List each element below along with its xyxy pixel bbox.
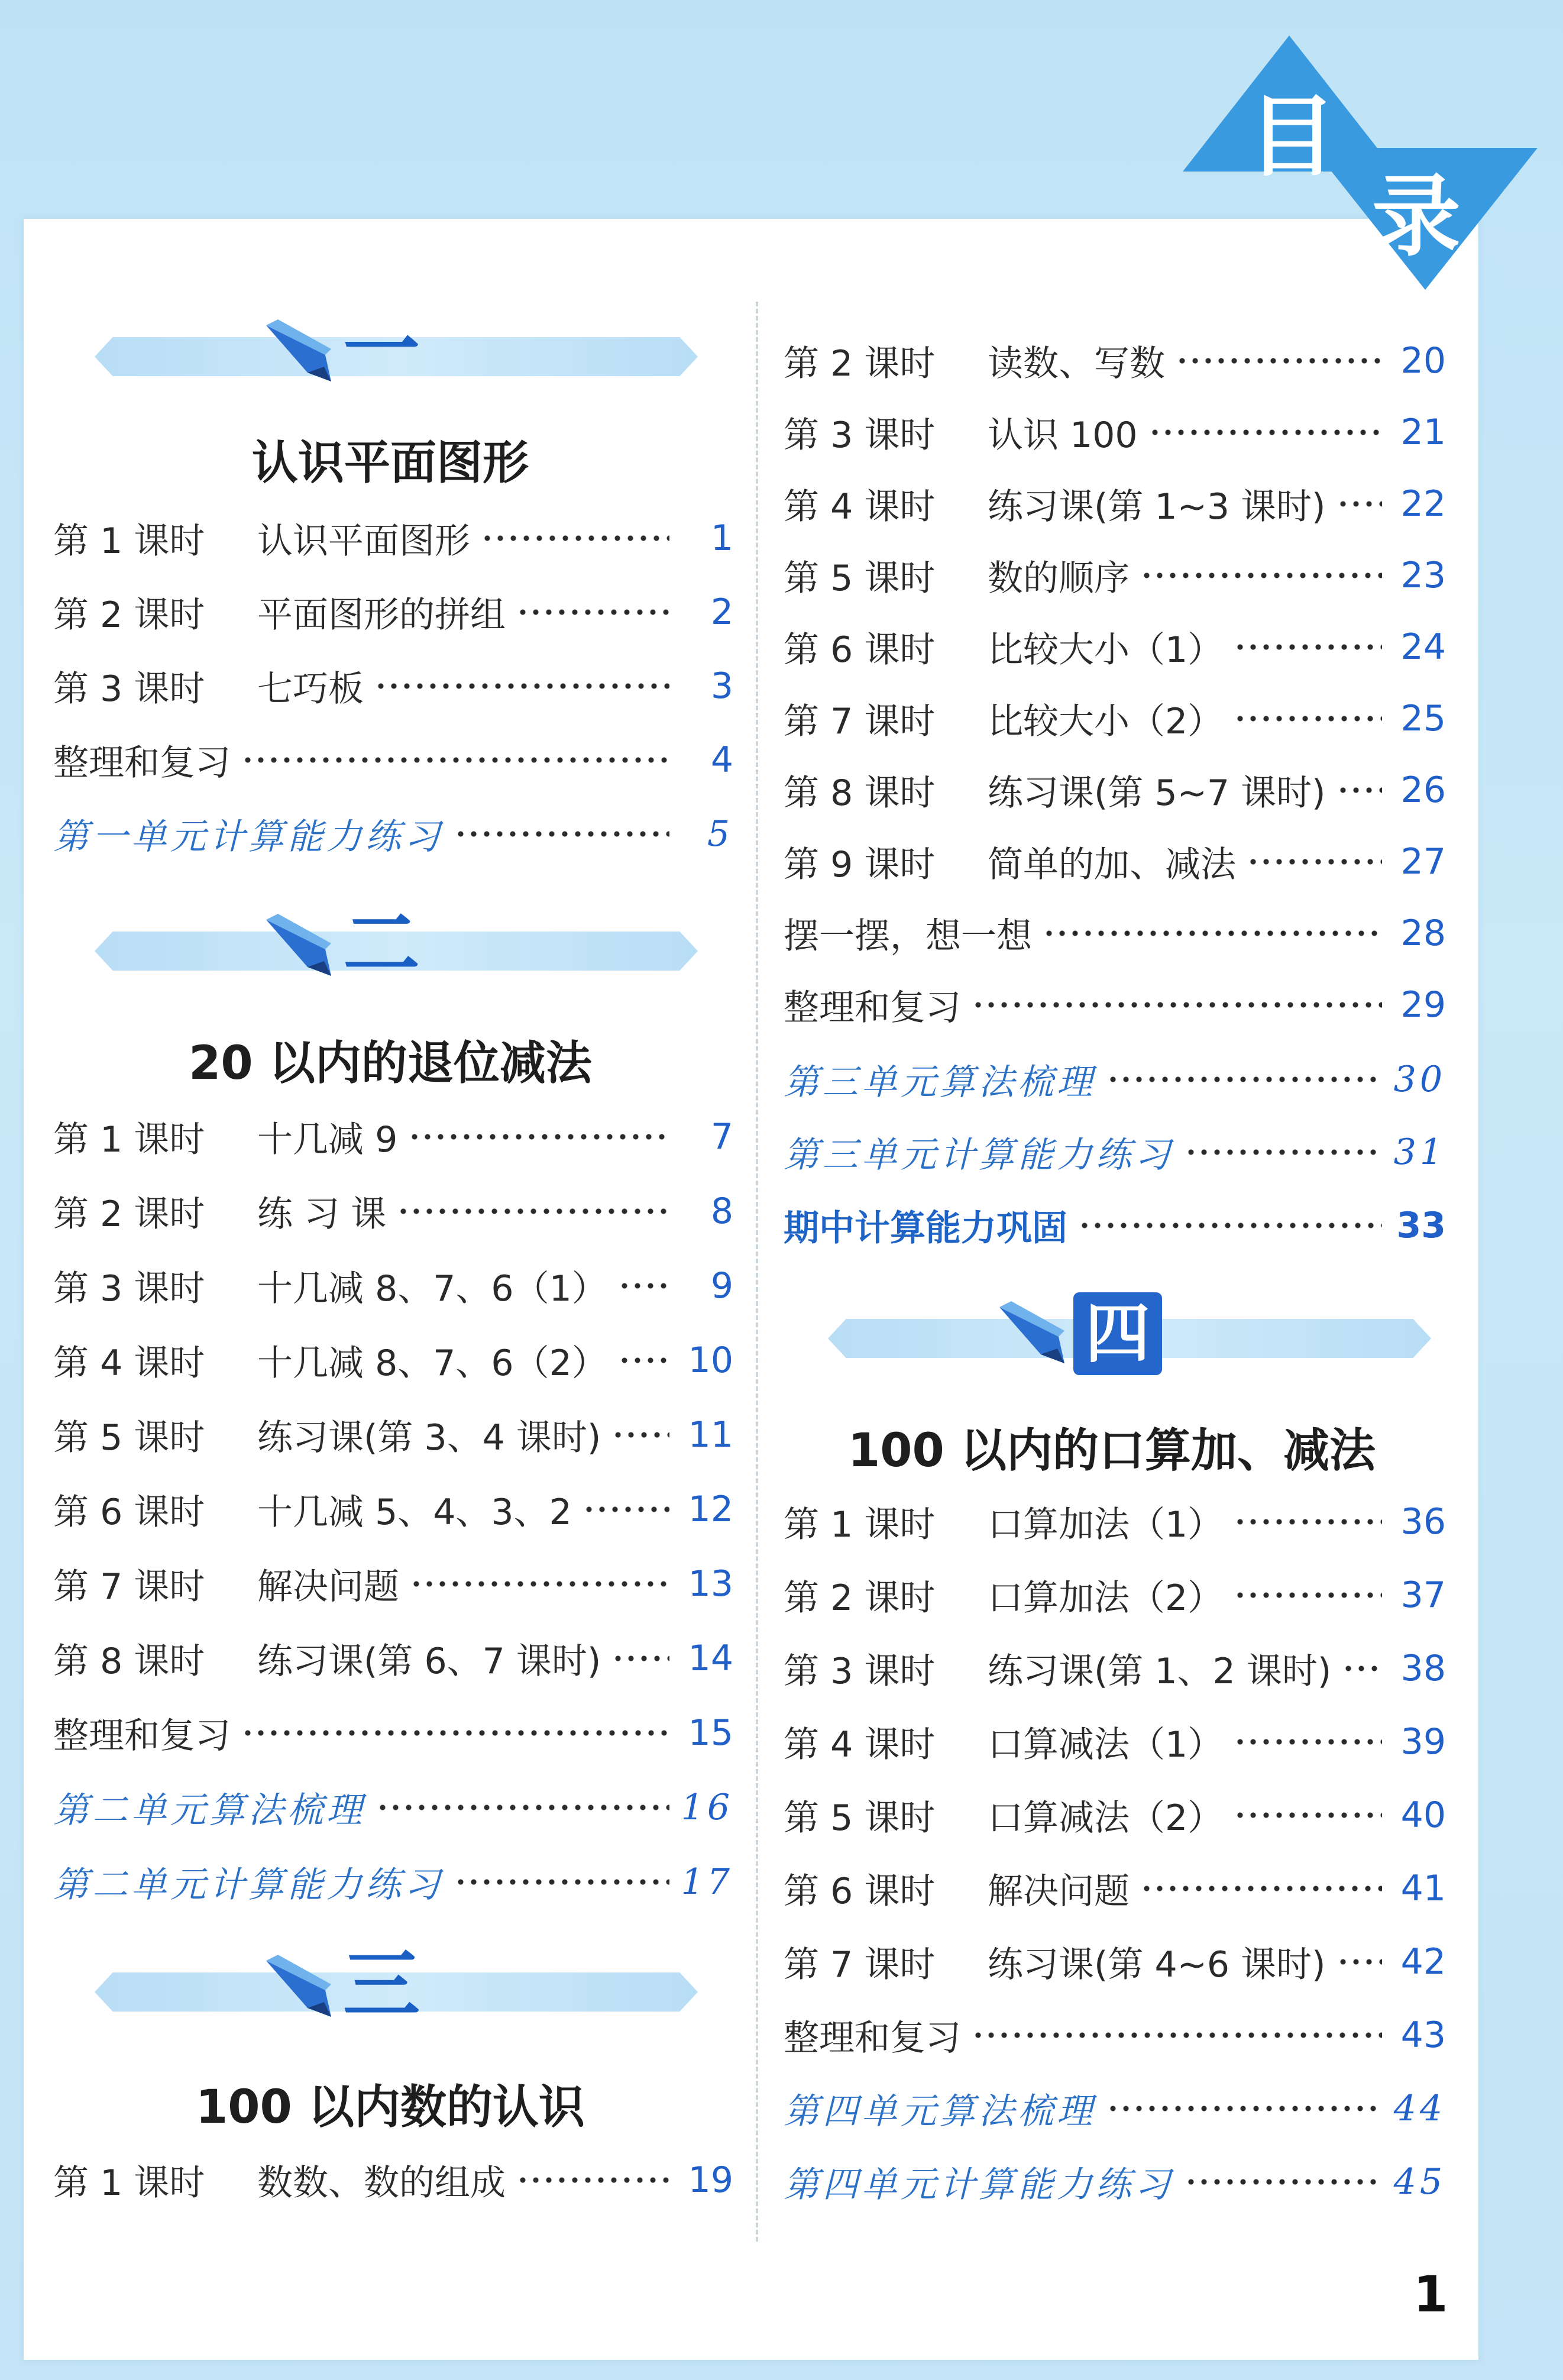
lesson-label: 第 8 课时 [784, 772, 936, 814]
leader-dots [1234, 1518, 1382, 1526]
toc-entry[interactable] [784, 617, 1446, 677]
page-ref: 26 [1400, 769, 1446, 811]
leader-dots [1337, 1958, 1382, 1966]
unit-2-banner [95, 899, 698, 991]
leader-dots [611, 1654, 669, 1663]
unit-3-banner [95, 1940, 698, 2032]
page-ref: 14 [688, 1638, 733, 1679]
leader-dots [1234, 1738, 1382, 1746]
page-ref: 9 [710, 1265, 733, 1307]
toc-entry[interactable] [784, 1639, 1446, 1698]
page-ref: 38 [1400, 1648, 1446, 1689]
column-divider [756, 302, 758, 2242]
lesson-label: 第 2 课时 [53, 1194, 205, 1235]
topic-label: 数的顺序 [988, 558, 1130, 599]
leader-dots [1106, 2104, 1382, 2113]
page-ref: 40 [1400, 1794, 1446, 1836]
page-ref: 22 [1400, 483, 1446, 525]
toc-entry[interactable] [53, 1703, 733, 1763]
lesson-label: 第 4 课时 [784, 486, 936, 528]
page-ref: 44 [1393, 2088, 1446, 2129]
toc-entry[interactable] [784, 689, 1446, 748]
topic-label: 第一单元计算能力练习 [53, 816, 444, 858]
lesson-label: 第 2 课时 [784, 1577, 936, 1619]
pen-icon [254, 308, 343, 390]
topic-label: 简单的加、减法 [988, 844, 1236, 885]
topic-label: 练习课(第 4~6 课时) [988, 1944, 1326, 1986]
unit-1-title: 认识平面图形 [251, 436, 529, 490]
lesson-label: 第 1 课时 [53, 520, 205, 562]
page-ref: 17 [681, 1861, 733, 1903]
topic-label: 解决问题 [257, 1566, 399, 1608]
topic-label: 第四单元计算能力练习 [784, 2164, 1174, 2206]
topic-label: 第三单元算法梳理 [784, 1062, 1096, 1103]
toc-entry[interactable] [53, 1480, 733, 1539]
page-ref: 10 [688, 1340, 733, 1381]
topic-label: 数数、数的组成 [257, 2162, 506, 2204]
toc-entry[interactable] [784, 474, 1446, 533]
toc-entry[interactable] [53, 1107, 733, 1166]
lesson-label: 第 3 课时 [784, 1651, 936, 1692]
page-ref: 2 [710, 591, 733, 633]
lesson-label: 第 4 课时 [53, 1343, 205, 1384]
leader-dots [972, 1001, 1382, 1009]
lesson-label: 第 5 课时 [53, 1417, 205, 1459]
topic-label: 练习课(第 5~7 课时) [988, 772, 1326, 814]
toc-entry[interactable] [53, 1256, 733, 1315]
topic-label: 第四单元算法梳理 [784, 2091, 1096, 2132]
toc-entry[interactable] [784, 1786, 1446, 1845]
pen-icon [254, 902, 343, 985]
page-ref: 43 [1400, 2014, 1446, 2056]
topic-label: 第二单元计算能力练习 [53, 1864, 444, 1906]
leader-dots [972, 2031, 1382, 2039]
topic-label: 口算加法（1） [988, 1504, 1224, 1545]
unit-1-banner [95, 305, 698, 396]
leader-dots [583, 1505, 669, 1514]
page-ref: 45 [1393, 2161, 1446, 2203]
page-ref: 39 [1400, 1721, 1446, 1763]
leader-dots [1176, 357, 1382, 365]
page-ref: 42 [1400, 1941, 1446, 1983]
toc-entry[interactable] [784, 546, 1446, 605]
page-ref: 41 [1400, 1868, 1446, 1909]
leader-dots [1247, 858, 1382, 866]
pen-icon [988, 1289, 1076, 1372]
unit-2-number: 二 [343, 899, 420, 989]
topic-label: 口算减法（1） [988, 1724, 1224, 1765]
topic-label: 整理和复习 [53, 1715, 231, 1757]
leader-dots [1342, 1664, 1382, 1673]
leader-dots [516, 608, 669, 616]
page-ref: 36 [1400, 1501, 1446, 1543]
unit-3-title: 100 以内数的认识 [196, 2081, 585, 2134]
leader-dots [454, 830, 669, 838]
page-ref: 1 [710, 518, 733, 559]
toc-entry[interactable] [53, 657, 733, 716]
leader-dots [374, 682, 669, 690]
page-ref: 28 [1400, 913, 1446, 954]
leader-dots [1148, 428, 1382, 436]
leader-dots [1106, 1075, 1382, 1084]
topic-label: 练 习 课 [257, 1194, 387, 1235]
leader-dots [1234, 1591, 1382, 1599]
toc-entry[interactable] [784, 2006, 1446, 2065]
topic-label: 摆一摆，想一想 [784, 916, 1032, 957]
toc-entry[interactable] [53, 1182, 733, 1241]
topic-label: 认识平面图形 [257, 520, 470, 562]
leader-dots [1078, 1221, 1382, 1230]
toc-title-char-1: 目 [1248, 86, 1337, 189]
leader-dots [1185, 2178, 1382, 2186]
toc-entry[interactable] [784, 1492, 1446, 1551]
lesson-label: 第 6 课时 [784, 1871, 936, 1912]
topic-label: 第三单元计算能力练习 [784, 1134, 1174, 1176]
leader-dots [1043, 929, 1382, 937]
page-ref: 16 [681, 1787, 733, 1828]
toc-entry[interactable] [784, 975, 1446, 1034]
lesson-label: 第 7 课时 [784, 1944, 936, 1986]
leader-dots [1140, 1884, 1382, 1893]
lesson-label: 第 2 课时 [784, 343, 936, 384]
toc-title-char-2: 录 [1372, 166, 1461, 269]
toc-entry[interactable] [784, 904, 1446, 963]
toc-entry[interactable] [784, 1859, 1446, 1918]
toc-title-badge [1171, 24, 1549, 296]
toc-entry[interactable] [784, 1712, 1446, 1771]
toc-entry[interactable] [784, 1196, 1446, 1255]
page-ref: 3 [710, 665, 733, 707]
page-number: 1 [1413, 2265, 1448, 2323]
topic-label: 口算加法（2） [988, 1577, 1224, 1619]
topic-label: 整理和复习 [53, 742, 231, 784]
topic-label: 十几减 5、4、3、2 [257, 1492, 572, 1533]
leader-dots [408, 1133, 669, 1141]
leader-dots [241, 1729, 669, 1737]
lesson-label: 第 6 课时 [784, 629, 936, 671]
lesson-label: 第 3 课时 [53, 1268, 205, 1309]
topic-label: 练习课(第 3、4 课时) [257, 1417, 601, 1459]
toc-entry[interactable] [53, 583, 733, 642]
topic-label: 读数、写数 [988, 343, 1165, 384]
page-ref: 25 [1400, 698, 1446, 739]
toc-entry[interactable] [784, 2152, 1446, 2211]
toc-entry[interactable] [53, 1852, 733, 1912]
pen-icon [254, 1943, 343, 2026]
toc-entry[interactable] [53, 804, 733, 864]
lesson-label: 第 1 课时 [53, 2162, 205, 2204]
page-ref: 37 [1400, 1574, 1446, 1616]
lesson-label: 第 8 课时 [53, 1641, 205, 1682]
leader-dots [1140, 571, 1382, 580]
toc-entry[interactable] [53, 1554, 733, 1613]
topic-label: 练习课(第 6、7 课时) [257, 1641, 601, 1682]
title-triangles [1171, 24, 1549, 296]
lesson-label: 第 1 课时 [53, 1119, 205, 1160]
toc-entry[interactable] [53, 1629, 733, 1688]
topic-label: 整理和复习 [784, 987, 961, 1029]
toc-entry[interactable] [784, 403, 1446, 462]
toc-entry[interactable] [784, 2079, 1446, 2138]
page-ref: 31 [1393, 1131, 1446, 1173]
lesson-label: 第 9 课时 [784, 844, 936, 885]
lesson-label: 第 5 课时 [784, 558, 936, 599]
topic-label: 七巧板 [257, 668, 364, 710]
lesson-label: 第 3 课时 [53, 668, 205, 710]
topic-label: 认识 100 [988, 415, 1138, 456]
page-ref: 5 [707, 813, 733, 855]
leader-dots [1337, 786, 1382, 794]
leader-dots [516, 2176, 669, 2184]
page-ref: 8 [710, 1191, 733, 1232]
page-ref: 7 [710, 1116, 733, 1157]
leader-dots [481, 534, 669, 542]
leader-dots [397, 1207, 669, 1215]
leader-dots [618, 1282, 669, 1290]
page-ref: 30 [1393, 1059, 1446, 1100]
lesson-label: 第 6 课时 [53, 1492, 205, 1533]
lesson-label: 第 2 课时 [53, 594, 205, 636]
unit-1-number: 一 [343, 305, 420, 394]
unit-2-title: 20 以内的退位减法 [189, 1037, 592, 1090]
leader-dots [1234, 643, 1382, 651]
toc-entry[interactable] [784, 1050, 1446, 1109]
lesson-label: 第 3 课时 [784, 415, 936, 456]
leader-dots [410, 1580, 669, 1588]
toc-entry[interactable] [53, 1405, 733, 1464]
page-ref: 19 [688, 2159, 733, 2201]
topic-label: 平面图形的拼组 [257, 594, 506, 636]
toc-entry[interactable] [53, 730, 733, 790]
lesson-label: 第 7 课时 [53, 1566, 205, 1608]
page-ref: 33 [1396, 1205, 1446, 1246]
toc-entry[interactable] [784, 1932, 1446, 1991]
lesson-label: 第 4 课时 [784, 1724, 936, 1765]
lesson-label: 第 5 课时 [784, 1797, 936, 1839]
topic-label: 比较大小（1） [988, 629, 1224, 671]
topic-label: 解决问题 [988, 1871, 1130, 1912]
page-ref: 20 [1400, 340, 1446, 381]
page-ref: 11 [688, 1414, 733, 1456]
page-ref: 23 [1400, 555, 1446, 596]
topic-label: 练习课(第 1~3 课时) [988, 486, 1326, 528]
page-ref: 13 [688, 1563, 733, 1605]
leader-dots [454, 1878, 669, 1886]
toc-entry[interactable] [53, 1778, 733, 1837]
lesson-label: 第 7 课时 [784, 701, 936, 742]
topic-label: 十几减 9 [257, 1119, 398, 1160]
leader-dots [1185, 1148, 1382, 1156]
topic-label: 比较大小（2） [988, 701, 1224, 742]
topic-label: 口算减法（2） [988, 1797, 1224, 1839]
leader-dots [1337, 500, 1382, 508]
page-ref: 24 [1400, 626, 1446, 668]
leader-dots [1234, 1811, 1382, 1819]
toc-entry[interactable] [784, 832, 1446, 891]
topic-label: 第二单元算法梳理 [53, 1790, 365, 1831]
toc-entry[interactable] [53, 509, 733, 568]
lesson-label: 第 1 课时 [784, 1504, 936, 1545]
topic-label: 十几减 8、7、6（1） [257, 1268, 607, 1309]
topic-label: 期中计算能力巩固 [784, 1208, 1067, 1249]
unit-4-banner [828, 1289, 1431, 1378]
unit-4-title: 100 以内的口算加、减法 [848, 1424, 1376, 1477]
toc-entry[interactable] [784, 1123, 1446, 1182]
toc-entry[interactable] [784, 761, 1446, 820]
page-ref: 4 [710, 739, 733, 781]
leader-dots [618, 1356, 669, 1364]
leader-dots [1234, 714, 1382, 723]
toc-entry[interactable] [784, 1566, 1446, 1625]
topic-label: 十几减 8、7、6（2） [257, 1343, 607, 1384]
unit-3-number: 三 [343, 1940, 420, 2030]
topic-label: 练习课(第 1、2 课时) [988, 1651, 1332, 1692]
toc-entry[interactable] [784, 331, 1446, 390]
unit-4-number: 四 [1073, 1292, 1162, 1375]
leader-dots [376, 1803, 669, 1812]
leader-dots [611, 1431, 669, 1439]
page-ref: 29 [1400, 984, 1446, 1026]
toc-entry[interactable] [53, 1331, 733, 1390]
page-ref: 21 [1400, 412, 1446, 453]
leader-dots [241, 756, 669, 764]
page-ref: 12 [688, 1489, 733, 1530]
page-ref: 27 [1400, 841, 1446, 882]
toc-entry[interactable] [53, 2151, 733, 2210]
topic-label: 整理和复习 [784, 2017, 961, 2059]
page-ref: 15 [688, 1712, 733, 1754]
